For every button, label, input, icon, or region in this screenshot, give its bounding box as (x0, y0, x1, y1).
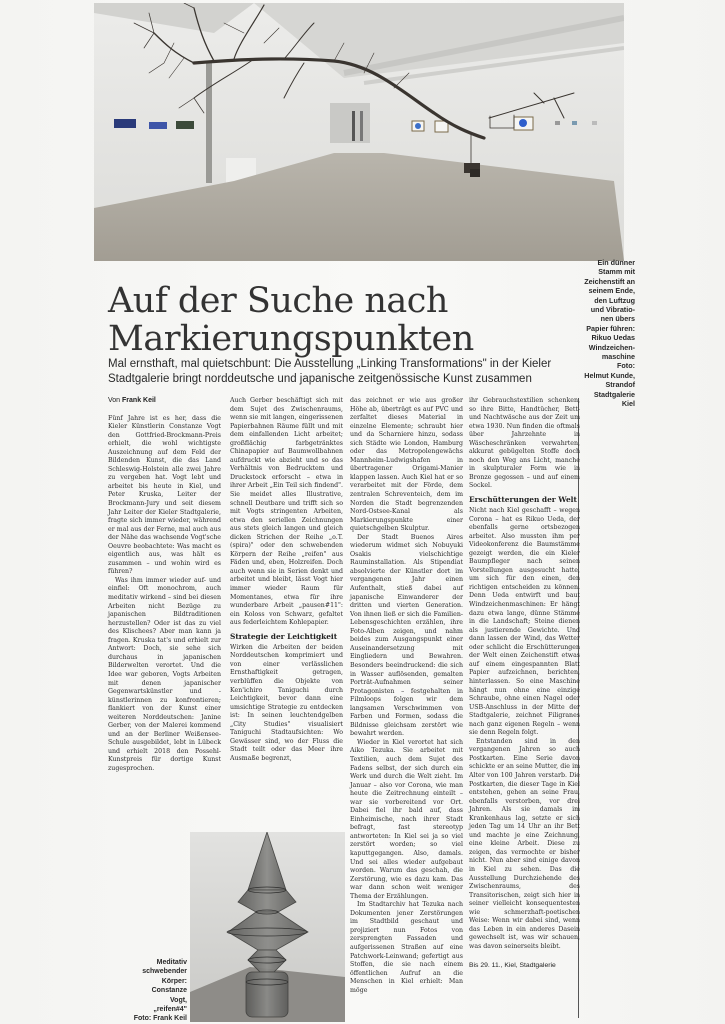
exhibition-info: Bis 29. 11., Kiel, Stadtgalerie (469, 962, 556, 970)
caption-line: Helmut Kunde, (584, 370, 635, 380)
article-paragraph: Auch Gerber beschäftigt sich mit dem Sujet des Zwischenraums, wenn sie mit langen, eingerissenen Papierbahnen Räume füllt und mit dem einfallenden Licht arbeitet; großflächig farbgetränktes Chinapapier auf Baumwollbahnen aufdruckt wie abzieht und so das Verhältnis von Bedrucktem und Druckstock erforscht – etwa in ihrer Arbeit „Ein Teil sich findend". Sie meidet alles Illustrative, schnell Deutbare und trifft sich so mit Vogts stringenten Arbeiten, etwa den seriellen Zeichnungen aus stets gleich langen und gleich dicken Strichen der Reihe „o.T. (spira)" oder den schwebenden Körpern der Reihe „reifen" aus Fäden und, eben, Holzreifen. Doch auch wenn sie in Serien denkt und arbeitet und bleibt, lässt Vogt hier immer wieder Raum für Momentanes, etwa für ihre wunderbare Arbeit „pausen#11": ein Koloss von Schwarz, gefaltet aus federleichtem Kohlepapier. (230, 397, 343, 627)
article-column-2 (230, 397, 343, 763)
caption-line: Foto: (617, 361, 635, 371)
section-heading: Strategie der Leichtigkeit (230, 631, 338, 641)
article-paragraph: Entstanden sind in den vergangenen Jahren so auch Postkarten. Eine Serie davon schickte er an seine Mutter, die im Alter von 100 Jahren verstarb. Die Postkarten, die dieser Tage in Kiel entstehen, gehen an seine Frau, ebenfalls verstorben, vor drei Jahren. Als sie damals im Krankenhaus lag, setzte er sich jeden Tag um 14 Uhr an ihr Bett und machte je eine Zeichnung, eine kleine Arbeit. Diese zu zeigen, das vermochte er bisher nicht. Nun aber sind einige davon in Kiel zu sehen. Das die Ausstellung Durchziehende des Zwischenraums, des Transitorischen, zeigt sich hier in seiner vielleicht konsequentesten wie schmerzhaft-poetischen Weise: Wenn wir dabei sind, wenn das Leben in ein anderes Dasein gewechselt ist, was wir schauen, was davon seinerseits bleibt. (469, 737, 580, 950)
caption-line: seinem Ende, (588, 286, 635, 296)
caption-line: Zeichenstift an (584, 276, 635, 286)
caption-line: Constanze (151, 987, 187, 995)
article-paragraph: ihr Gebrauchstextilien schenken, so ihre Bitte, Handtücher, Bett- und Nachtwäsche aus der Zeit um etwa 1930. Nun finden die oftmals über Jahrzehnte in Wäscheschränken verwahrten, akkurat gebügelten Stoffe doch noch den Weg ans Licht, manche in skulpturaler Form wie in Bronze gegossen – und auf einem Sockel. (469, 397, 580, 490)
caption-line: Stadtgalerie (593, 389, 635, 399)
article-paragraph: Was ihm immer wieder auf- und einfiel: Oft monochrom, auch meditativ wirkend – sind bei diesen Arbeiten nicht Bezüge zu japanischen Bildtraditionen herzustellen? Oder ist das zu viel des Klischees? Aber man kann ja fragen. Kruska tat's und erhielt zur Antwort: Doch, sie sehe sich durchaus in japanischen Bilderwelten verortet. Und die Idee war geboren, Vogts Arbeiten mit denen japanischer Gegenwartskünstler und -künstlerinnen zu konfrontieren; flankiert von der Kunst einer weiteren Norddeutschen: Janine Gerber, von der Malerei kommend und an der Berliner Weißensee-Schule ausgebildet, lebt in Lübeck und erhielt 2018 den Possehl-Kunstpreis für dortige Kunst zugesprochen. (108, 576, 221, 772)
article-column-3 (350, 397, 463, 995)
article-paragraph: Der Stadt Buenos Aires wiederum widmet sich Nobuyuki Osakis vielschichtige Rauminstallation. Als Stipendiat absolvierte der Künstler dort im vergangenen Jahr einen Aufenthalt, stieß dabei auf japanische Einwanderer der dritten und vierten Generation. Von ihnen ließ er sich die Familien-Lebensgeschichten erzählen, ihre Foto-Alben zeigen, und nahm beides zum Ausgangspunkt einer Auseinandersetzung mit Eingliedern und Bewahren. Besonders beeindruckend: die sich in Wasser auflösenden, gemalten Porträt-Aufnahmen seiner Protagonisten – festgehalten in Filmloops folgen wir dem langsamen Verschwimmen von Farben und Formen, sodass die Bildnisse gleichsam zerstört wie bewahrt werden. (350, 533, 463, 738)
byline (108, 397, 221, 406)
sculpture-illustration (190, 832, 345, 1022)
caption-line: Meditativ (156, 959, 187, 966)
article-paragraph: Wieder in Kiel verortet hat sich Aiko Tezuka. Sie arbeitet mit Textilien, auch dem Sujet des Fadens selbst, der sich durch ein Werk und durch die Welt zieht. Im Januar – also vor Corona, wie man heute die Zeitrechnung einteilt – war sie vorbereitend vor Ort. Dabei fiel ihr bald auf, dass Einheimische, nach ihrer Stadt befragt, fast stereotyp antworteten: In Kiel sei ja so viel zerstört worden; so viel kaputtgegangen. Also, damals. Und sei alles wieder aufgebaut worden. Warum das geschah, die Zerstörung, wie es dazu kam. Das war dann schon weit weniger Thema der Erzählungen. (350, 738, 463, 900)
sculpture-photo (190, 832, 345, 1022)
caption-line: Körper: (161, 977, 187, 985)
caption-line: Foto: Frank Keil (133, 1015, 187, 1023)
article-paragraph: das zeichnet er wie aus großer Höhe ab, überträgt es auf PVC und zerfaltet dieses Material in einzelne Elemente; schraubt hier und da Scharniere hinzu, sodass sich Städte wie London, Hamburg oder das Metropolengewächs Mannheim-Ludwigshafen in übertragener Origami-Manier klappen lassen. Auch Kiel hat er so verarbeitet mit der Förde, dem zentralen Schreventeich, dem im Norden die Stadt begrenzenden Nord-Ostsee-Kanal als Markierungspunkte einer quietschgelben Skulptur. (350, 397, 463, 533)
caption-line: Papier führen: (586, 323, 635, 333)
section-heading: Erschütterungen der Welt (469, 495, 577, 505)
caption-line: Stamm mit (598, 267, 635, 277)
gallery-photo-illustration (94, 3, 624, 261)
bottom-photo-caption (130, 958, 187, 1024)
caption-line: Ein dünner (597, 258, 635, 267)
caption-line: und Vibratio- (590, 305, 635, 315)
article-column-4 (469, 397, 580, 971)
caption-line: Vogt, (170, 996, 187, 1004)
caption-line: den Luftzug (594, 295, 635, 305)
article-paragraph: Fünf Jahre ist es her, dass die Kieler Künstlerin Constanze Vogt den Gottfried-Brockmann-Preis erhielt, die wohl wichtigste Auszeichnung auf dem Feld der Bildenden Kunst, die das Land Schleswig-Holstein alle zwei Jahre zu vergeben hat. Vogt lebt und arbeitet bis heute in Kiel, und Peter Kruska, Leiter der Brockmann-Jury und seit diesem Jahr Leiter der Kieler Stadtgalerie, fragte sich immer wieder, während er mal aus der Ferne, mal auch aus der Nähe das wachsende Vogt'sche Oeuvre beobachtete: Was macht es eigentlich aus, was hält es zusammen – und wohin wird es führen? (108, 414, 221, 576)
caption-line: Strandof (605, 380, 635, 390)
caption-line: maschine (601, 352, 635, 362)
article-column-1 (108, 397, 221, 774)
byline-prefix: Von (108, 397, 121, 404)
headline-line-1: Auf der Suche nach (108, 281, 448, 321)
byline-author: Frank Keil (122, 397, 156, 404)
article-paragraph: Wirken die Arbeiten der beiden Norddeutschen komprimiert und von einer verlässlichen Ernsthaftigkeit getragen, verblüffen die Objekte von Ken'ichiro Taniguchi durch Leichtigkeit, bevor dann eine umsichtige Strategie zu entdecken ist: In seinen leuchtendgelben „City Studies" visualisiert Taniguchi Stadtaufsichten: Wo Gewässer sind, wo der Fluss die Stadt teilt oder das Meer ihre Ausmaße begrenzt, (230, 643, 343, 762)
headline-line-2: Markierungspunkten (108, 319, 474, 359)
page-title (108, 282, 568, 358)
caption-line: schwebender (142, 968, 187, 976)
caption-line: nen übers (600, 314, 635, 324)
top-photo-caption (575, 258, 635, 409)
caption-line: Kiel (621, 399, 635, 409)
article-paragraph: Im Stadtarchiv hat Tezuka nach Dokumenten jener Zerstörungen im Stadtbild geschaut und projiziert nun Fotos von zersprengten Fassaden und aufgerissenen Straßen auf eine Patchwork-Leinwand; gefertigt aus Stoffen, die sie nach einem öffentlichen Aufruf an die Menschen in Kiel erhielt: Man möge (350, 901, 463, 994)
gallery-photo (94, 3, 624, 261)
caption-line: „reifen#4" (153, 1006, 187, 1014)
caption-line: Windzeichen- (588, 342, 635, 352)
subheadline: Mal ernsthaft, mal quietschbunt: Die Ausstellung „Linking Transformations" in der Kieler Stadtgalerie bringt norddeutsche und japanische zeitgenössische Kunst zusammen (108, 358, 552, 385)
article-paragraph: Nicht nach Kiel geschafft – wegen Corona – hat es Rikuo Ueda, der ebenfalls gerne ortsbezogen arbeitet. Also mussten ihm per Videokonferenz die Baumstämme gezeigt werden, die ein Kieler Baumpfleger nach seinen Vorstellungen ausgesucht hatte, um sich für den einen, den richtigen entscheiden zu können. Denn Ueda entwirft und baut Windzeichenmaschinen: Er hängt dazu etwa lange, dünne Stämme in die Landschaft; Steine dienen als justierende Gewichte. Und dann lassen der Wind, das Wetter oder schlicht die Erschütterungen der Welt einen Zeichenstift etwas auf einem eingespannten Blatt Papier aufzeichnen, berichten, hinterlassen. So eine Maschine hängt nun ohne eine einzige Schraube, ohne einen Nagel oder USB-Anschluss in der Mitte der Stadtgalerie, zeichnet Filigranes nach ganz eigenen Regeln – wenn sie denn Regeln folgt. (469, 507, 580, 737)
caption-line: Rikuo Uedas (591, 333, 635, 343)
